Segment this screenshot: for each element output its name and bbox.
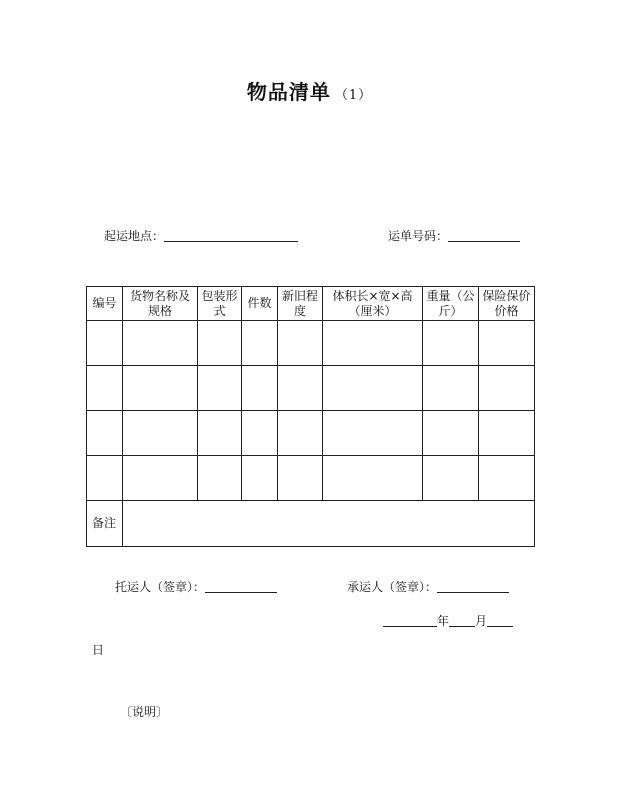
table-cell[interactable] — [242, 366, 278, 411]
table-cell[interactable] — [423, 411, 479, 456]
table-cell[interactable] — [278, 411, 323, 456]
header-goods-name: 货物名称及规格 — [123, 287, 198, 321]
remarks-label: 备注 — [87, 501, 123, 547]
table-cell[interactable] — [423, 456, 479, 501]
table-cell[interactable] — [278, 366, 323, 411]
note-label: 〔说明〕 — [120, 705, 169, 719]
title-text: 物品清单 — [246, 80, 331, 104]
table-cell[interactable] — [87, 321, 123, 366]
waybill-blank[interactable] — [448, 229, 520, 242]
table-cell[interactable] — [242, 456, 278, 501]
table-cell[interactable] — [87, 366, 123, 411]
table-cell[interactable] — [198, 411, 242, 456]
table-cell[interactable] — [278, 321, 323, 366]
table-cell[interactable] — [323, 456, 423, 501]
carrier-label: 承运人（签章）： — [347, 580, 438, 594]
table-cell[interactable] — [323, 321, 423, 366]
remarks-cell[interactable] — [123, 501, 535, 547]
shipper-field — [115, 578, 277, 595]
table-row — [87, 411, 535, 456]
header-quantity: 件数 — [242, 287, 278, 321]
shipper-blank[interactable] — [205, 580, 277, 593]
table-cell[interactable] — [323, 366, 423, 411]
origin-blank[interactable] — [164, 229, 298, 242]
waybill-label: 运单号码： — [388, 229, 449, 243]
header-number: 编号 — [87, 287, 123, 321]
table-cell[interactable] — [278, 456, 323, 501]
waybill-field — [388, 227, 520, 244]
header-insured-value: 保险保价价格 — [479, 287, 535, 321]
table-cell[interactable] — [423, 366, 479, 411]
table-cell[interactable] — [423, 321, 479, 366]
date-line — [383, 612, 513, 629]
table-row — [87, 456, 535, 501]
carrier-field — [347, 578, 509, 595]
table-header-row — [87, 287, 535, 321]
page-title — [0, 76, 619, 105]
shipper-label: 托运人（签章）： — [115, 580, 206, 594]
header-packaging: 包装形式 — [198, 287, 242, 321]
table-cell[interactable] — [242, 411, 278, 456]
table-cell[interactable] — [242, 321, 278, 366]
year-label: 年 — [437, 614, 450, 628]
table-cell[interactable] — [123, 366, 198, 411]
table-cell[interactable] — [323, 411, 423, 456]
month-label: 月 — [475, 614, 488, 628]
table-cell[interactable] — [87, 411, 123, 456]
day-label: 日 — [92, 643, 105, 657]
remarks-row — [87, 501, 535, 547]
title-suffix: （1） — [334, 88, 373, 103]
header-condition: 新旧程度 — [278, 287, 323, 321]
table-cell[interactable] — [479, 411, 535, 456]
table-cell[interactable] — [479, 321, 535, 366]
table-cell[interactable] — [479, 456, 535, 501]
table-cell[interactable] — [87, 456, 123, 501]
table-cell[interactable] — [198, 456, 242, 501]
year-blank[interactable] — [383, 614, 437, 627]
table-cell[interactable] — [479, 366, 535, 411]
table-row — [87, 366, 535, 411]
header-weight: 重量（公斤） — [423, 287, 479, 321]
table-cell[interactable] — [198, 366, 242, 411]
table-cell[interactable] — [123, 321, 198, 366]
origin-field — [104, 227, 298, 244]
table-cell[interactable] — [123, 411, 198, 456]
month-blank[interactable] — [449, 614, 475, 627]
items-table — [86, 286, 535, 547]
day-blank[interactable] — [487, 614, 513, 627]
carrier-blank[interactable] — [437, 580, 509, 593]
table-cell[interactable] — [198, 321, 242, 366]
table-row — [87, 321, 535, 366]
header-volume: 体积长×宽×高（厘米） — [323, 287, 423, 321]
table-cell[interactable] — [123, 456, 198, 501]
origin-label: 起运地点： — [104, 229, 165, 243]
